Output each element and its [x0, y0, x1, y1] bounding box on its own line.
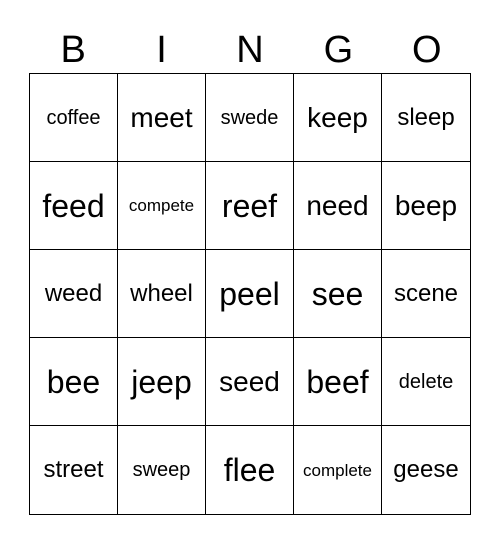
bingo-cell-r1c1[interactable]: coffee	[30, 74, 118, 162]
bingo-cell-r4c5[interactable]: delete	[382, 338, 470, 426]
bingo-cell-r3c3[interactable]: peel	[206, 250, 294, 338]
bingo-cell-r2c4[interactable]: need	[294, 162, 382, 250]
header-letter-g: G	[323, 29, 354, 71]
bingo-cell-r4c4[interactable]: beef	[294, 338, 382, 426]
header-letter-i: I	[156, 29, 167, 71]
header-letter-n: N	[236, 29, 264, 71]
bingo-cell-r5c2[interactable]: sweep	[118, 426, 206, 514]
bingo-cell-r3c1[interactable]: weed	[30, 250, 118, 338]
bingo-board	[29, 73, 471, 515]
bingo-cell-r1c3[interactable]: swede	[206, 74, 294, 162]
bingo-cell-r3c4[interactable]: see	[294, 250, 382, 338]
header-letter-b: B	[60, 29, 86, 71]
bingo-cell-r3c2[interactable]: wheel	[118, 250, 206, 338]
bingo-cell-r5c5[interactable]: geese	[393, 456, 459, 483]
bingo-cell-r2c5[interactable]: beep	[382, 162, 470, 250]
bingo-cell-r2c3[interactable]: reef	[206, 162, 294, 250]
bingo-cell-r4c1[interactable]: bee	[30, 338, 118, 426]
bingo-cell-r2c2[interactable]: compete	[118, 162, 206, 250]
bingo-cell-r3c5[interactable]: scene	[382, 250, 470, 338]
bingo-cell-r1c5[interactable]: sleep	[382, 74, 470, 162]
bingo-cell-r1c2[interactable]: meet	[118, 74, 206, 162]
bingo-cell-r4c2[interactable]: jeep	[118, 338, 206, 426]
bingo-header	[29, 26, 471, 74]
bingo-cell-r5c4[interactable]: complete	[294, 426, 382, 514]
bingo-cell-r2c1[interactable]: feed	[30, 162, 118, 250]
header-letter-o: O	[411, 29, 442, 71]
bingo-cell-r5c1[interactable]: street	[30, 426, 118, 514]
bingo-cell-r5c3[interactable]: flee	[206, 426, 294, 514]
bingo-cell-r1c4[interactable]: keep	[294, 74, 382, 162]
bingo-cell-r4c3[interactable]: seed	[206, 338, 294, 426]
